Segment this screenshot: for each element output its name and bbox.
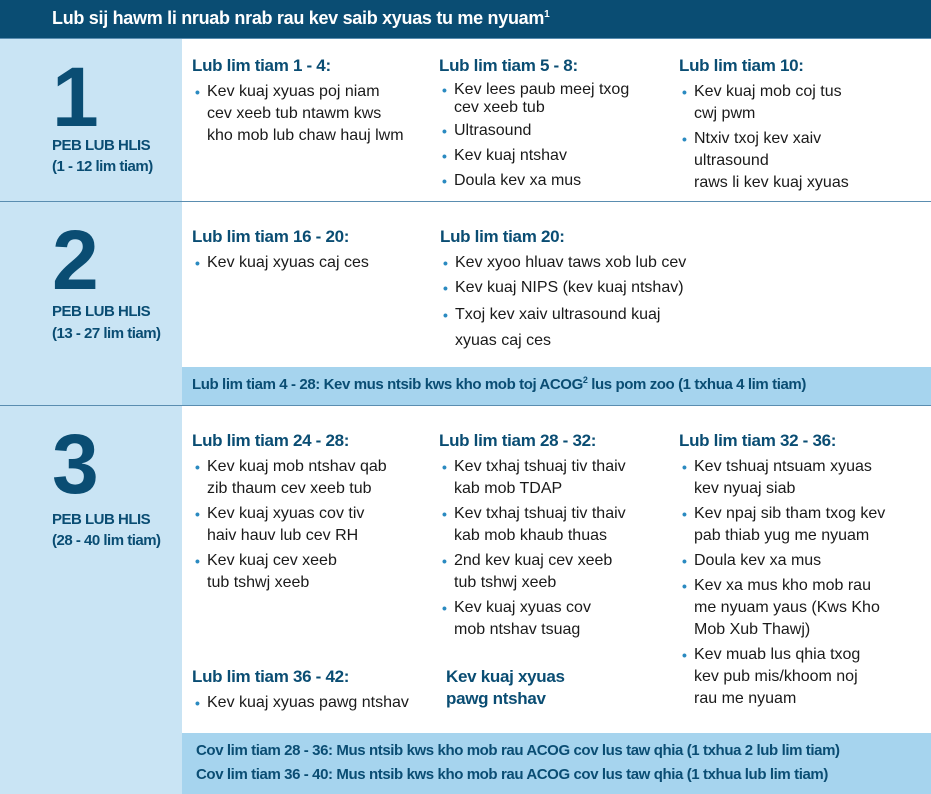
list-item: • Kev kuaj xyuas poj niam cev xeeb tub ntawm kws kho mob lub chaw hauj lwm [195,83,404,144]
trimester-number: 3 [52,417,97,511]
trimester-2-sidebar [0,201,182,405]
column-title: Lub lim tiam 20: [440,227,565,246]
schedule-column [679,430,924,713]
list-item: • Kev muab lus qhia txog kev pub mis/khoom noj rau me nyuam [682,646,861,707]
band-text: Lub lim tiam 4 - 28: Kev mus ntsib kws kho mob toj ACOG [192,376,583,393]
list-item: • Kev kuaj cev xeeb tub tshwj xeeb [195,552,337,591]
list-item: • Kev kuaj xyuas cov mob ntshav tsuag [442,599,591,638]
list-item: • Kev kuaj NIPS (kev kuaj ntshav) [443,279,684,296]
column-title: Lub lim tiam 10: [679,56,804,75]
schedule-column [679,55,924,197]
list-item: • Kev xa mus kho mob rau me nyuam yaus (Kws Kho Mob Xub Thawj) [682,577,880,638]
list-item: • Kev kuaj ntshav [442,147,567,164]
trimester-1-content [182,38,931,201]
trimester-label: PEB LUB HLIS [52,303,151,320]
list-item: • Kev kuaj mob coj tus cwj pwm [682,83,842,122]
list-item: • Doula kev xa mus [442,172,582,189]
list-item: • Txoj kev xaiv ultrasound kuaj xyuas caj ces [443,306,661,349]
highlight-column [446,666,646,710]
list-item: • Kev npaj sib tham txog kev pab thiab yug me nyuam [682,505,886,544]
column-title: Lub lim tiam 16 - 20: [192,227,350,246]
trimester-label: PEB LUB HLIS [52,137,151,154]
list-item: • Kev kuaj xyuas caj ces [195,254,369,271]
list-item: • Kev kuaj xyuas cov tiv haiv hauv lub cev RH [195,505,365,544]
column-title: Lub lim tiam 5 - 8: [439,56,578,75]
trimester-1-sidebar [0,38,182,201]
trimester-weeks: (13 - 27 lim tiam) [52,325,161,342]
trimester-number: 1 [52,50,97,144]
list-item: • Ultrasound [442,122,532,139]
list-item: • Kev txhaj tshuaj tiv thaiv kab mob TDAP [442,458,626,497]
schedule-column [439,430,674,644]
list-item: • Kev txhaj tshuaj tiv thaiv kab mob khaub thuas [442,505,626,544]
column-title: Lub lim tiam 36 - 42: [192,667,350,686]
visit-schedule-band-third [182,733,931,794]
list-item: • Ntxiv txoj kev xaiv ultrasound raws li kev kuaj xyuas [682,130,849,191]
column-title: Lub lim tiam 24 - 28: [192,431,350,450]
list-item: • Kev xyoo hluav taws xob lub cev [443,254,687,271]
schedule-column [192,430,437,597]
page-title: Lub sij hawm li nruab nrab rau kev saib xyuas tu me nyuam [52,8,545,28]
trimester-number: 2 [52,213,97,307]
trimester-weeks: (28 - 40 lim tiam) [52,532,161,549]
trimester-label: PEB LUB HLIS [52,511,151,528]
visit-schedule-band [182,367,931,405]
list-item: • Kev lees paub meej txog cev xeeb tub [442,81,630,116]
column-title: Lub lim tiam 1 - 4: [192,56,331,75]
list-item: • Doula kev xa mus [682,552,822,569]
page-header [0,0,931,38]
band-text-after: lus pom zoo (1 txhua 4 lim tiam) [587,376,806,393]
band-line: Cov lim tiam 28 - 36: Mus ntsib kws kho mob rau ACOG cov lus taw qhia (1 txhua 2 lub lim tiam) [196,742,840,759]
list-item: • Kev kuaj mob ntshav qab zib thaum cev xeeb tub [195,458,387,497]
list-item: • Kev tshuaj ntsuam xyuas kev nyuaj siab [682,458,872,497]
schedule-column [439,55,674,195]
column-title: Lub lim tiam 32 - 36: [679,431,837,450]
list-item: • 2nd kev kuaj cev xeeb tub tshwj xeeb [442,552,613,591]
band-line: Cov lim tiam 36 - 40: Mus ntsib kws kho mob rau ACOG cov lus taw qhia (1 txhua lub lim tiam) [196,766,828,783]
highlight-title: Kev kuaj xyuas pawg ntshav [446,667,565,708]
schedule-column [192,226,437,277]
schedule-column [192,55,437,150]
trimester-3-sidebar [0,405,182,794]
schedule-column [192,666,437,717]
title-footnote: 1 [544,9,550,20]
column-title: Lub lim tiam 28 - 32: [439,431,597,450]
band-footnote: 2 [582,375,588,385]
trimester-1-row [0,38,931,201]
schedule-column [440,226,740,357]
list-item: • Kev kuaj xyuas pawg ntshav [195,694,409,711]
trimester-weeks: (1 - 12 lim tiam) [52,158,153,175]
